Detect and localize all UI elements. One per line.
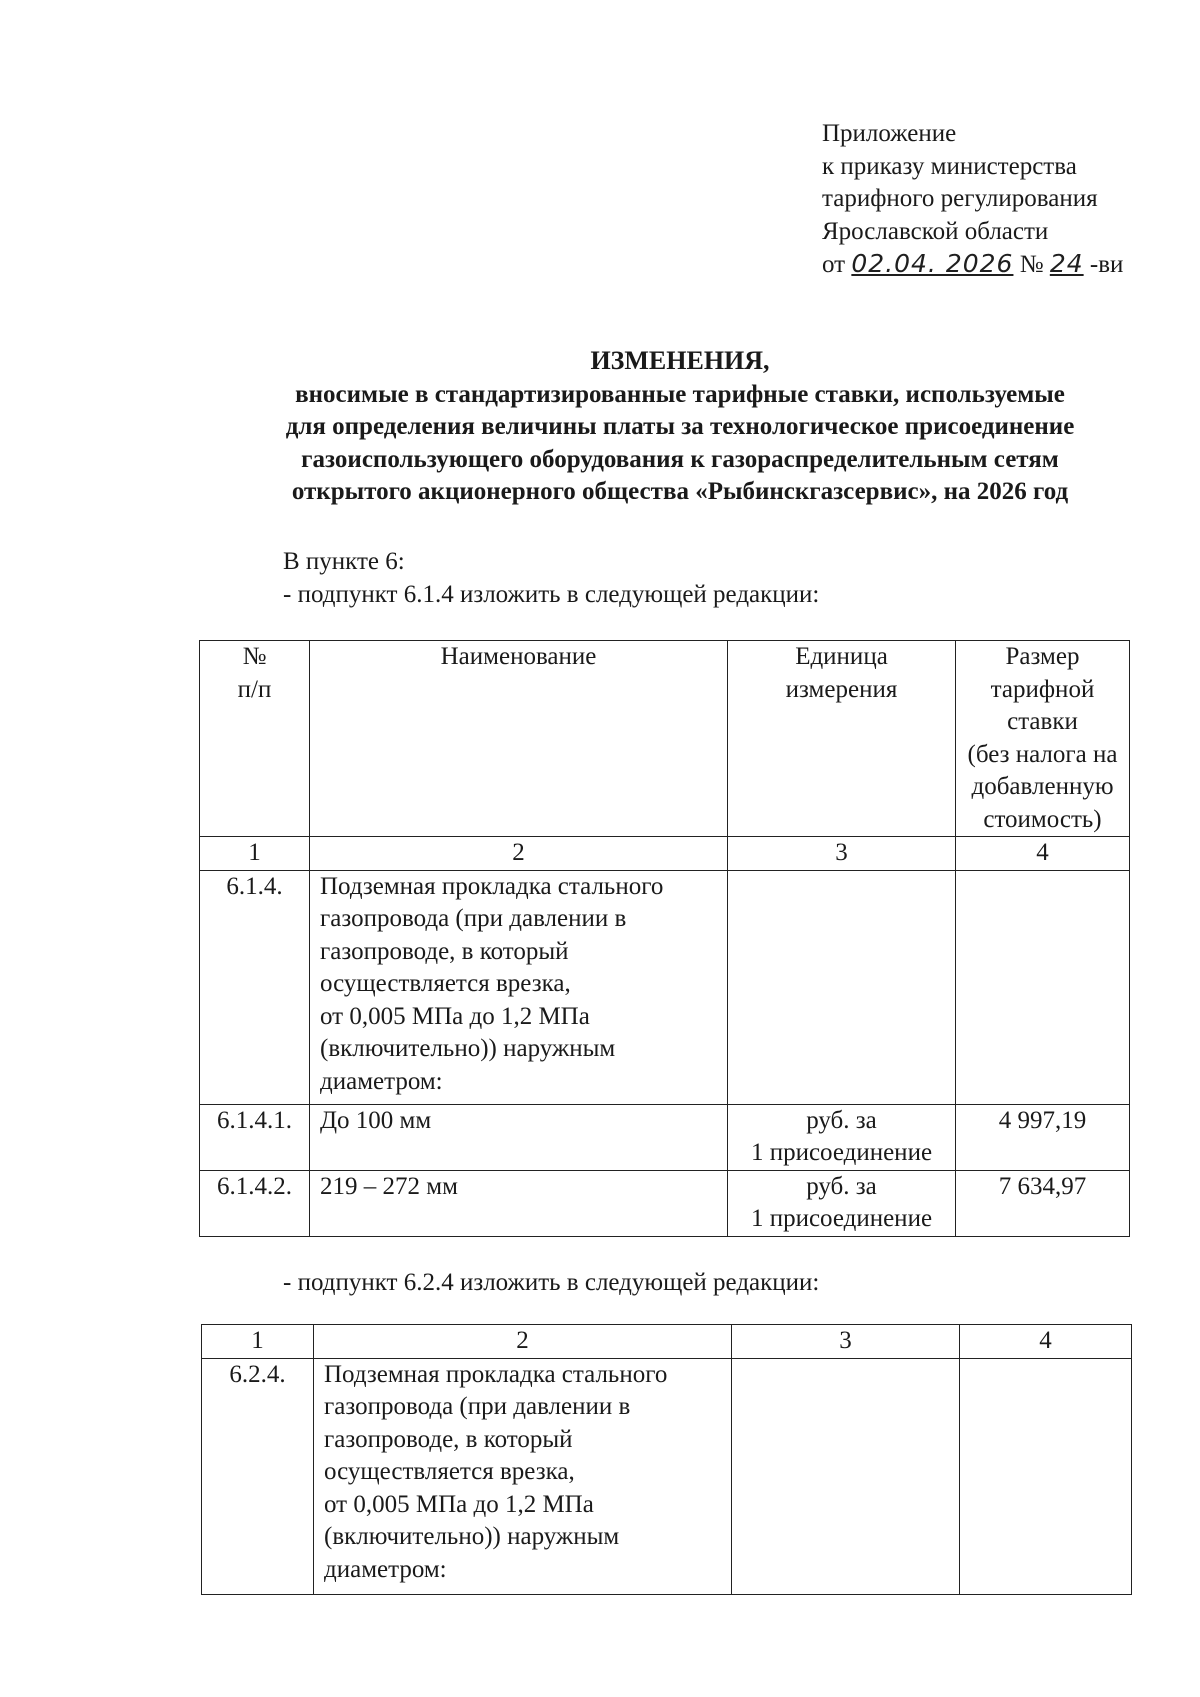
row-unit [732,1358,960,1594]
row-name [310,870,728,1104]
header-rate-line: ставки [1007,708,1078,735]
row-unit-line: руб. за [806,1172,877,1200]
header-unit-line: Единица [795,643,888,670]
intro-line-3: - подпункт 6.2.4 изложить в следующей редакции: [283,1269,820,1296]
row-name-line: диаметром: [320,1067,443,1095]
row-name-line: Подземная прокладка стального [324,1360,668,1388]
row-number: 6.1.4. [200,870,310,1104]
tariff-table-6-2-4 [201,1324,1132,1595]
row-name-line: Подземная прокладка стального [320,872,664,900]
table-row [200,1170,1130,1236]
handwritten-date: 02.04. 2026 [851,249,1014,278]
title-heading: ИЗМЕНЕНИЯ, [590,346,770,375]
row-name-line: газопроводе, в который [324,1425,573,1453]
row-name-line: газопровода (при давлении в [324,1393,631,1420]
appendix-date-line [822,248,1123,282]
intro-line-2: - подпункт 6.1.4 изложить в следующей редакции: [283,580,820,608]
row-name-line: газопровода (при давлении в [320,905,627,932]
header-rate-line: стоимость) [983,805,1102,833]
row-value [956,870,1130,1104]
header-rate-line: (без налога на [967,740,1118,768]
row-name [310,1170,728,1236]
row-name-line: 219 – 272 мм [320,1172,458,1200]
table-row [202,1358,1132,1594]
row-name [310,1104,728,1170]
row-number: 6.1.4.1. [200,1104,310,1170]
header-unit-line: измерения [785,675,898,703]
header-unit [728,641,956,837]
header-rate-line: Размер [1005,643,1080,670]
intro-text [283,546,819,611]
row-name-line: До 100 мм [320,1106,432,1134]
row-unit-line: 1 присоединение [750,1205,933,1232]
col-number-4: 4 [956,837,1130,871]
row-unit-line: руб. за [806,1106,877,1134]
col-number-2: 2 [310,837,728,871]
row-name-line: газопроводе, в который [320,937,569,965]
document-title [200,345,1160,509]
header-number-line: № [242,643,267,670]
title-line-2: для определения величины платы за технологическое присоединение [285,413,1075,440]
column-number-row [202,1325,1132,1359]
col-number-2: 2 [314,1325,732,1359]
title-line-1: вносимые в стандартизированные тарифные ставки, используемые [295,380,1065,408]
row-name-line: осуществляется врезка, [320,970,571,997]
appendix-line-3: тарифного регулирования [822,185,1098,212]
header-name-text: Наименование [440,643,597,670]
table-row [200,1104,1130,1170]
title-line-3: газоиспользующего оборудования к газораспределительным сетям [301,445,1059,473]
row-name-line: (включительно)) наружным [324,1523,620,1550]
row-unit-line: 1 присоединение [750,1139,933,1166]
column-number-row [200,837,1130,871]
row-value: 4 997,19 [956,1104,1130,1170]
header-name [310,641,728,837]
col-number-4: 4 [960,1325,1132,1359]
row-name-line: от 0,005 МПа до 1,2 МПа [320,1002,590,1030]
col-number-1: 1 [200,837,310,871]
appendix-block [822,118,1123,282]
header-rate-line: добавленную [971,773,1114,800]
col-number-3: 3 [728,837,956,871]
title-line-4: открытого акционерного общества «Рыбинскгазсервис», на 2026 год [291,478,1069,505]
table-header-row [200,641,1130,837]
col-number-1: 1 [202,1325,314,1359]
intro-line-1: В пункте 6: [283,548,405,575]
number-prefix: № [1013,251,1050,278]
appendix-line-1: Приложение [822,120,957,147]
row-name-line: от 0,005 МПа до 1,2 МПа [324,1490,594,1518]
row-name-line: (включительно)) наружным [320,1035,616,1062]
number-suffix: -ви [1083,251,1124,278]
appendix-line-4: Ярославской области [822,217,1049,245]
row-name-line: диаметром: [324,1555,447,1583]
table-row [200,870,1130,1104]
col-number-3: 3 [732,1325,960,1359]
row-unit [728,1170,956,1236]
row-unit [728,870,956,1104]
intro-line-3-block [283,1267,819,1300]
row-number: 6.1.4.2. [200,1170,310,1236]
header-rate-line: тарифной [990,675,1095,703]
row-number: 6.2.4. [202,1358,314,1594]
header-number-line: п/п [237,675,272,703]
row-value: 7 634,97 [956,1170,1130,1236]
row-unit [728,1104,956,1170]
handwritten-number: 24 [1049,249,1084,278]
header-number [200,641,310,837]
row-name-line: осуществляется врезка, [324,1458,575,1485]
row-value [960,1358,1132,1594]
appendix-line-2: к приказу министерства [822,152,1077,180]
row-name [314,1358,732,1594]
date-prefix: от [822,251,852,278]
tariff-table-6-1-4 [199,640,1130,1237]
header-rate [956,641,1130,837]
